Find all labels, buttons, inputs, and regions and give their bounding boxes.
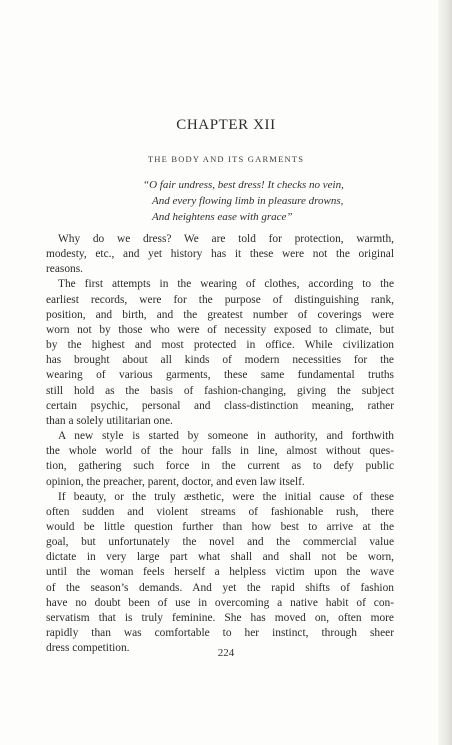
- text-line: worn not by those who were of necessity exposed to climate, but: [46, 323, 394, 336]
- chapter-title: CHAPTER XII: [176, 117, 276, 133]
- text-line: modesty, etc., and yet history has it these were not the original: [46, 248, 394, 261]
- text-line: A new style is started by someone in authority, and forthwith: [58, 430, 394, 443]
- text-line: certain psychic, personal and class-distinction meaning, rather: [46, 399, 394, 412]
- text-line: wearing of various garments, these same fundamental truths: [46, 369, 394, 382]
- epigraph-line: And every flowing limb in pleasure drowns,: [152, 195, 344, 207]
- text-line: than a solely utilitarian one.: [46, 414, 173, 427]
- text-line: The first attempts in the wearing of clothes, according to the: [58, 278, 394, 291]
- text-line: opinion, the preacher, parent, doctor, and even law itself.: [46, 475, 305, 488]
- epigraph-line: And heightens ease with grace”: [152, 211, 293, 223]
- text-line: the whole world of the hour falls in line, almost without ques-: [46, 445, 394, 458]
- text-line: would be little question further than how best to arrive at the: [46, 520, 394, 533]
- text-line: goal, but unfortunately the novel and the commercial value: [46, 536, 394, 549]
- text-line: dress competition.: [46, 642, 130, 655]
- text-line: earliest records, were for the purpose of distinguishing rank,: [46, 293, 394, 306]
- text-line: reasons.: [46, 263, 84, 276]
- text-line: dictate in very large part what shall and shall not be worn,: [46, 551, 394, 564]
- text-line: often sudden and violent streams of fashionable rush, there: [46, 505, 394, 518]
- text-line: Why do we dress? We are told for protection, warmth,: [58, 233, 394, 245]
- page-gutter-shadow: [438, 0, 452, 745]
- text-line: still hold as the basis of fashion-changing, giving the subject: [46, 384, 394, 397]
- text-line: has brought about all kinds of modern necessities for the: [46, 354, 394, 367]
- text-line: until the woman feels herself a helpless victim upon the wave: [46, 566, 394, 579]
- paragraph: [46, 429, 394, 490]
- text-line: have no doubt been of use in overcoming a native habit of con-: [46, 596, 394, 609]
- paragraph: [46, 232, 394, 277]
- text-line: If beauty, or the truly æsthetic, were the initial cause of these: [58, 490, 394, 503]
- page-number: 224: [217, 647, 235, 659]
- paragraph: [46, 490, 394, 657]
- chapter-subtitle: THE BODY AND ITS GARMENTS: [147, 154, 305, 164]
- text-line: tion, gathering such force in the current as to defy public: [46, 460, 394, 473]
- epigraph-line: “O fair undress, best dress! It checks no vein,: [143, 179, 344, 191]
- text-line: of the season’s demands. And yet the rapid shifts of fashion: [46, 581, 394, 594]
- body-text: [46, 232, 394, 656]
- epigraph: [143, 177, 344, 225]
- text-line: servatism that is truly feminine. She has moved on, often more: [46, 611, 394, 624]
- paragraph: [46, 277, 394, 429]
- text-line: rapidly than was comfortable to her instinct, through sheer: [46, 627, 394, 640]
- text-line: position, and birth, and the greatest number of coverings were: [46, 308, 394, 321]
- text-line: by the highest and most protected in office. While civilization: [46, 339, 394, 352]
